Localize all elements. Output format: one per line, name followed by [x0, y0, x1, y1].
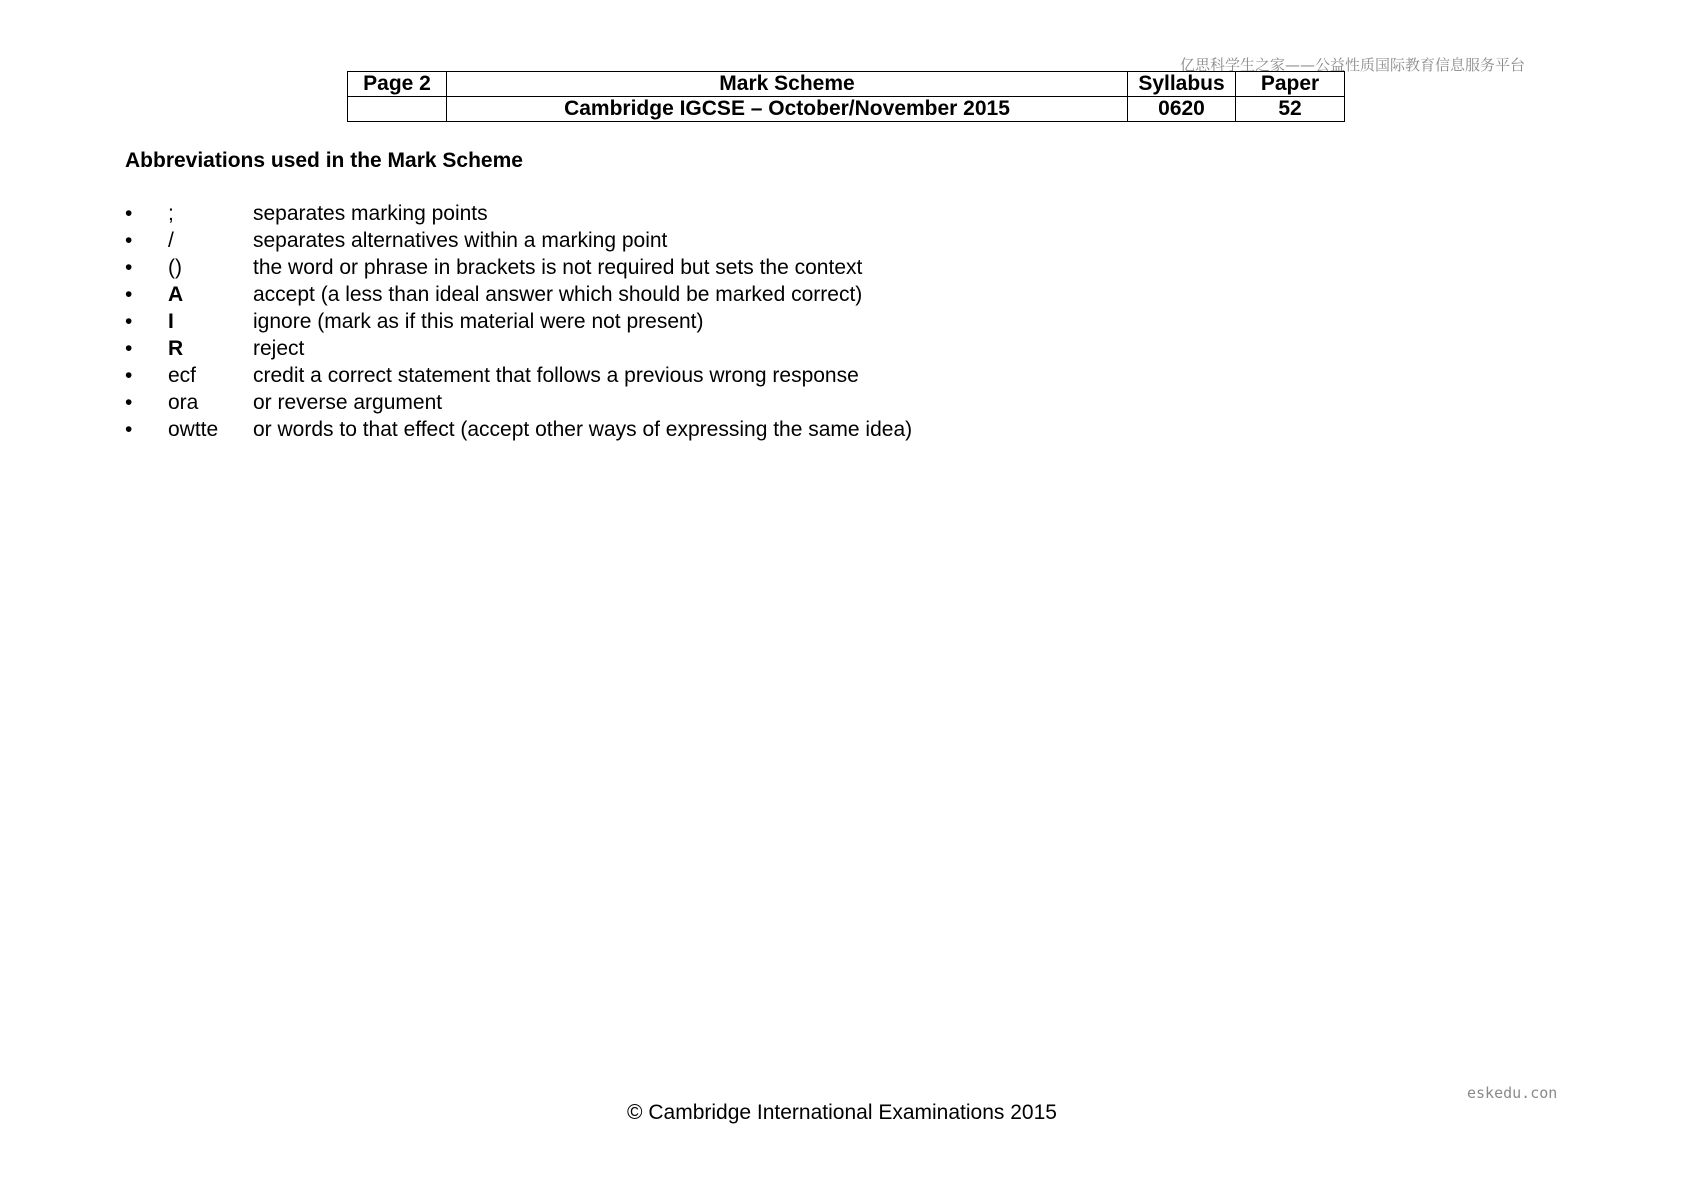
- abbreviation-meaning: or words to that effect (accept other ways of expressing the same idea): [253, 418, 913, 441]
- abbreviation-term: R: [168, 337, 184, 360]
- page-number-cell: Page 2: [348, 72, 447, 97]
- abbreviation-meaning: accept (a less than ideal answer which should be marked correct): [253, 283, 863, 306]
- bullet-icon: •: [125, 229, 133, 252]
- abbreviation-meaning: reject: [253, 337, 305, 360]
- bullet-icon: •: [125, 256, 133, 279]
- abbreviation-meaning: separates alternatives within a marking point: [253, 229, 668, 252]
- bullet-icon: •: [125, 337, 133, 360]
- abbreviation-term: /: [168, 229, 174, 252]
- empty-cell: [348, 97, 447, 122]
- abbreviation-term: ;: [168, 202, 174, 225]
- abbreviation-term: (): [168, 256, 182, 279]
- bullet-icon: •: [125, 391, 133, 414]
- abbreviation-term: ecf: [168, 364, 197, 387]
- header-table: [347, 71, 1345, 122]
- abbreviation-meaning: ignore (mark as if this material were not present): [253, 310, 704, 333]
- paper-value-cell: 52: [1236, 97, 1345, 122]
- syllabus-value-cell: 0620: [1128, 97, 1236, 122]
- copyright-footer: © Cambridge International Examinations 2015: [627, 1101, 1057, 1124]
- exam-session-cell: Cambridge IGCSE – October/November 2015: [447, 97, 1128, 122]
- syllabus-label-cell: Syllabus: [1128, 72, 1236, 97]
- bullet-icon: •: [125, 310, 133, 333]
- paper-label-cell: Paper: [1236, 72, 1345, 97]
- abbreviation-meaning: the word or phrase in brackets is not required but sets the context: [253, 256, 863, 279]
- watermark-top-text: 亿思科学生之家——公益性质国际教育信息服务平台: [1180, 56, 1526, 74]
- bullet-icon: •: [125, 364, 133, 387]
- header-row-bottom: [348, 97, 1345, 122]
- bullet-icon: •: [125, 202, 133, 225]
- abbreviation-term: A: [168, 283, 184, 306]
- abbreviation-term: owtte: [168, 418, 219, 441]
- abbreviation-term: ora: [168, 391, 199, 414]
- abbreviation-meaning: separates marking points: [253, 202, 488, 225]
- watermark-bottom-text: eskedu.con: [1467, 1084, 1558, 1102]
- bullet-icon: •: [125, 418, 133, 441]
- document-title-cell: Mark Scheme: [447, 72, 1128, 97]
- abbreviation-meaning: credit a correct statement that follows a previous wrong response: [253, 364, 859, 387]
- section-heading: Abbreviations used in the Mark Scheme: [125, 149, 523, 172]
- header-row-top: [348, 72, 1345, 97]
- bullet-icon: •: [125, 283, 133, 306]
- abbreviation-term: I: [168, 310, 174, 333]
- abbreviation-meaning: or reverse argument: [253, 391, 443, 414]
